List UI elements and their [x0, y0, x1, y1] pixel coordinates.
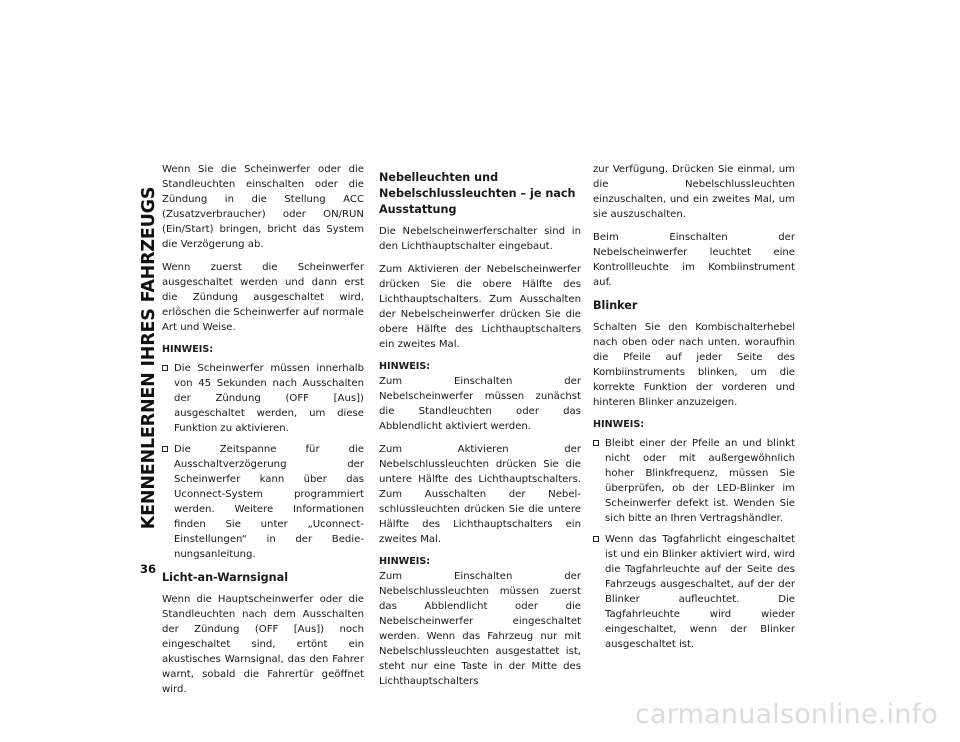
page-number: 36 [140, 562, 157, 576]
note-label: HINWEIS: [379, 556, 431, 567]
checkbox-bullet-icon [162, 446, 168, 452]
list-item [593, 532, 795, 652]
note-text: Zum Einschalten der Nebelscheinwerfer müssen zunächst die Standleuchten oder das Abblendlicht aktiviert werden. [379, 376, 581, 432]
note-label: HINWEIS: [379, 361, 431, 372]
note-list [162, 361, 364, 562]
list-item-text: Bleibt einer der Pfeile an und blinkt nicht oder mit außergewöhnlich hoher Blinkfrequenz, müssen Sie überprüfen, ob der LED-Blinker im Scheinwerfer defekt ist. Wenden Sie sich bitte an Ihren Vertragshändler. [605, 438, 795, 524]
chapter-title: KENNENLERNEN IHRES FAHRZEUGS [139, 186, 160, 530]
note-label: HINWEIS: [162, 344, 214, 355]
section-heading: Licht-an-Warnsignal [162, 571, 289, 584]
chapter-side-tab [139, 160, 159, 556]
checkbox-bullet-icon [162, 365, 168, 371]
note-label: HINWEIS: [593, 419, 645, 430]
text-column-1 [162, 162, 364, 705]
watermark: carmanualsonline.info [635, 699, 938, 730]
paragraph: zur Verfügung. Drücken Sie einmal, um die Nebelschlussleuchten einzuschalten, und ein zweites Mal, um sie auszuschalten. [593, 164, 795, 220]
text-column-3 [593, 162, 795, 660]
list-item-text: Die Zeitspanne für die Ausschaltverzögerung der Scheinwerfer kann über das Uconnect-System programmiert werden. Weitere Informationen finden Sie unter „Uconnect-Einstellungen“ in der Bedienungsanleitung. [174, 444, 364, 560]
paragraph: Wenn Sie die Scheinwerfer oder die Standleuchten einschalten oder die Zündung in die Stellung ACC (Zusatzverbraucher) oder ON/RUN (Ein/Start) bringen, bricht das System die Verzögerung ab. [162, 164, 364, 250]
paragraph: Beim Einschalten der Nebelscheinwerfer leuchtet eine Kontrollleuchte im Kombiinstrument auf. [593, 232, 795, 288]
checkbox-bullet-icon [593, 536, 599, 542]
list-item [162, 361, 364, 436]
list-item-text: Wenn das Tagfahrlicht eingeschaltet ist und ein Blinker aktiviert wird, wird die Tagfahrleuchte auf der Seite des Fahrzeugs ausgeschaltet, auf der der Blinker aufleuchtet. Die Tagfahrleuchte wird wieder eingeschaltet, wenn der Blinker ausgeschaltet ist. [605, 534, 795, 650]
section-heading: Nebelleuchten und Nebelschlussleuchten – je nach Ausstattung [379, 171, 576, 216]
paragraph: Die Nebelscheinwerferschalter sind in den Lichthauptschalter eingebaut. [379, 226, 581, 252]
note-text: Zum Einschalten der Nebelschlussleuchten müssen zuerst das Abblendlicht oder die Nebelscheinwerfer eingeschaltet werden. Wenn das Fahrzeug nur mit Nebelschlussleuchten ausgestattet ist, steht nur eine Taste in der Mitte des Lichthauptschalters [379, 571, 581, 687]
paragraph: Schalten Sie den Kombischalterhebel nach oben oder nach unten. woraufhin die Pfeile auf jeder Seite des Kombiinstruments blinken, um die korrekte Funktion der vorderen und hinteren Blinker anzuzeigen. [593, 322, 795, 408]
paragraph: Wenn zuerst die Scheinwerfer ausgeschaltet werden und dann erst die Zündung ausgeschaltet wird, erlöschen die Scheinwerfer auf normale Art und Weise. [162, 262, 364, 333]
section-heading: Blinker [593, 299, 638, 312]
note-list [593, 436, 795, 652]
paragraph: Zum Aktivieren der Nebelscheinwerfer drücken Sie die obere Hälfte des Lichthauptschalters. Zum Ausschalten der Nebelscheinwerfer drücken Sie die obere Hälfte des Lichthauptschalters ein zweites Mal. [379, 264, 581, 350]
list-item [593, 436, 795, 526]
paragraph: Wenn die Hauptscheinwerfer oder die Standleuchten nach dem Ausschalten der Zündung (OFF [Aus]) noch eingeschaltet sind, ertönt ein akustisches Warnsignal, das den Fahrer warnt, sobald die Fahrertür geöffnet wird. [162, 594, 364, 695]
list-item-text: Die Scheinwerfer müssen innerhalb von 45 Sekunden nach Ausschalten der Zündung (OFF [Aus]) ausgeschaltet werden, um diese Funktion zu aktivieren. [174, 363, 364, 434]
checkbox-bullet-icon [593, 440, 599, 446]
paragraph: Zum Aktivieren der Nebelschlussleuchten drücken Sie die untere Hälfte des Lichthauptschalters. Zum Ausschalten der Nebelschlussleuchten drücken Sie die untere Hälfte des Lichthauptschalters ein zweites Mal. [379, 444, 581, 545]
list-item [162, 442, 364, 562]
text-column-2 [379, 162, 581, 689]
